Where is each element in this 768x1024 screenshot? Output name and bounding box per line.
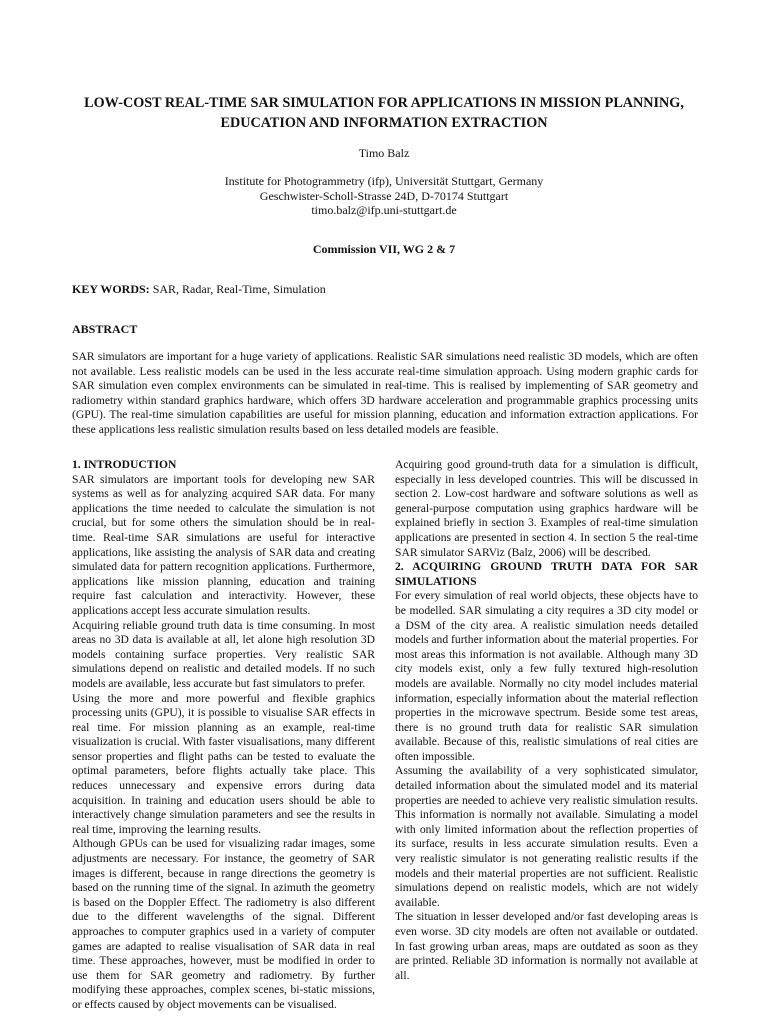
section-2-paragraph: The situation in lesser developed and/or fast developing areas is even worse. 3D city models are often not available or outdated. In fast growing urban areas, maps are outdated as soon as they are printed. Reliable 3D information is normally not available at all. — [395, 910, 698, 982]
paper-title: LOW-COST REAL-TIME SAR SIMULATION FOR APPLICATIONS IN MISSION PLANNING, EDUCATION AND INFORMATION EXTRACTION — [84, 95, 684, 131]
section-1-paragraph: Although GPUs can be used for visualizing radar images, some adjustments are necessary. For instance, the geometry of SAR images is different, because in range directions the geometry is based on the running time of the signal. In azimuth the geometry is based on the Doppler Effect. The radiometry is also different due to the different wavelengths of the signal. Different approaches to computer graphics used in a variety of computer games are adapted to realise visualisation of SAR data in real time. These approaches, however, must be modified in order to use them for SAR geometry and radiometry. By further modifying these approaches, complex scenes, bi-static missions, or effects caused by object movements can be visualised. — [72, 837, 375, 1011]
left-column — [72, 458, 375, 1013]
section-1-paragraph: Acquiring reliable ground truth data is time consuming. In most areas no 3D data is available at all, let alone high resolution 3D models containing surface properties. Very realistic SAR simulations depend on realistic and detailed models. If no such models are available, less accurate but fast simulators to prefer. — [72, 618, 375, 690]
keywords-value: SAR, Radar, Real-Time, Simulation — [149, 282, 326, 296]
author-email: timo.balz@ifp.uni-stuttgart.de — [311, 203, 457, 217]
section-2-paragraph: Assuming the availability of a very sophisticated simulator, detailed information about the simulated model and its material properties are needed to achieve very realistic simulation results. This information is normally not available. Simulating a model with only limited information about the reflection properties of its surface, results in less accurate simulation results. Even a very realistic simulator is not generating realistic results if the models and their material properties are not sufficient. Realistic simulations depend on realistic models, which are not widely available. — [395, 764, 698, 909]
commission-label: Commission VII, WG 2 & 7 — [312, 242, 456, 256]
affiliation-institute: Institute for Photogrammetry (ifp), Universität Stuttgart, Germany — [224, 174, 544, 188]
right-column — [395, 458, 698, 983]
abstract-text: SAR simulators are important for a huge variety of applications. Realistic SAR simulations need realistic 3D models, which are often not available. Less realistic models can be used in the less accurate real-time simulation approach. Using modern graphic cards for SAR simulation even complex environments can be simulated in real-time. This is realised by implementing of SAR geometry and radiometry within standard graphics hardware, which offers 3D hardware acceleration and programmable graphics processing units (GPU). The real-time simulation capabilities are useful for mission planning, education and information extraction applications. For these applications less realistic simulation results based on less detailed models are feasible. — [72, 350, 698, 436]
keywords — [72, 282, 326, 297]
section-1-heading: 1. INTRODUCTION — [72, 458, 177, 471]
author-affiliation — [0, 174, 768, 218]
author-name: Timo Balz — [358, 146, 410, 160]
affiliation-address: Geschwister-Scholl-Strasse 24D, D-70174 Stuttgart — [259, 188, 509, 203]
keywords-label: KEY WORDS: — [72, 282, 150, 296]
section-1-paragraph: SAR simulators are important tools for developing new SAR systems as well as for analyzing acquired SAR data. For many applications the time needed to calculate the simulation is not crucial, but for some others the simulation should be in real-time. Real-time SAR simulations are useful for interactive applications, like assisting the analysis of SAR data and creating simulated data for pattern recognition applications. Furthermore, applications like mission planning, education and training require fast calculation and interactivity. However, these applications accept less accurate simulation results. — [72, 472, 375, 617]
intro-continued-paragraph: Acquiring good ground-truth data for a simulation is difficult, especially in less developed countries. This will be discussed in section 2. Low-cost hardware and software solutions as well as general-purpose computation using graphics hardware will be explained briefly in section 3. Examples of real-time simulation applications are presented in section 4. In section 5 the real-time SAR simulator SARViz (Balz, 2006) will be described. — [395, 458, 698, 559]
section-2-heading: 2. ACQUIRING GROUND TRUTH DATA FOR SAR SIMULATIONS — [395, 560, 698, 588]
section-2-paragraph: For every simulation of real world objects, these objects have to be modelled. SAR simulating a city requires a 3D city model or a DSM of the city area. A realistic simulation needs detailed models and further information about the material properties. For most areas this information is not available. Although many 3D city models exist, only a few fully textured high-resolution models are available. Normally no city model includes material information, especially information about the material reflection properties in the microwave spectrum. Beside some test areas, there is no ground truth data for realistic SAR simulation available. Because of this, realistic simulations of real cities are often impossible. — [395, 589, 698, 763]
section-1-paragraph: Using the more and more powerful and flexible graphics processing units (GPU), it is possible to visualise SAR effects in real time. For mission planning as an example, real-time visualization is crucial. With faster visualisations, many different sensor properties and flight paths can be tested to evaluate the optimal parameters, before flights actually take place. This reduces unnecessary and expensive errors during data acquisition. In training and education users should be able to interactively change simulation parameters and see the results in real time, improving the learning results. — [72, 691, 375, 836]
abstract-heading: ABSTRACT — [72, 322, 138, 336]
